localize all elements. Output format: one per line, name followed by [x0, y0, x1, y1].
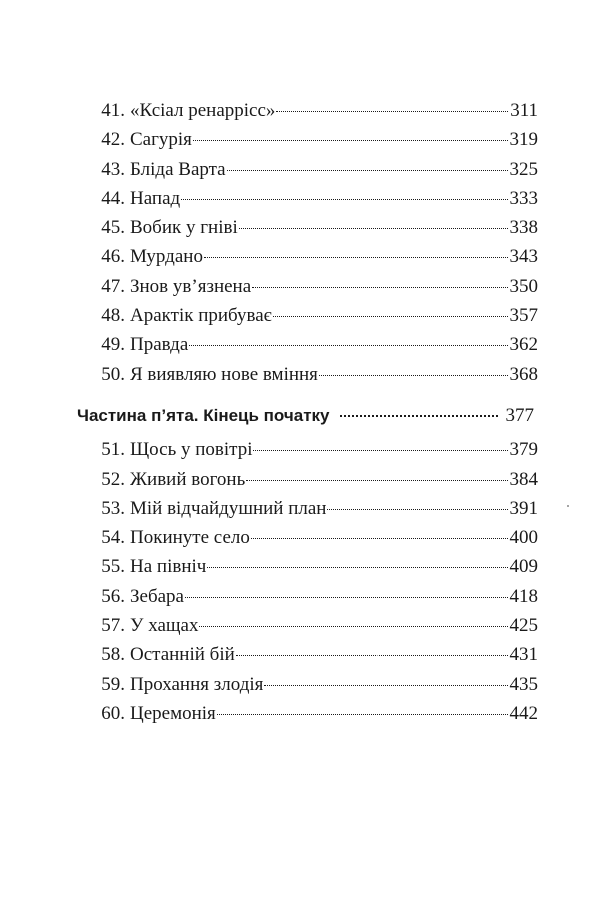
- chapter-number: 52.: [101, 468, 125, 490]
- chapter-title: Покинуте село: [130, 527, 250, 549]
- chapter-number: 58.: [101, 644, 125, 666]
- chapter-number: 54.: [101, 527, 125, 549]
- page-number: 368: [509, 363, 538, 385]
- chapter-title: Вобик у гніві: [130, 217, 238, 239]
- chapter-list-b: [80, 435, 538, 728]
- chapter-title: «Ксіал ренаррісс»: [130, 100, 276, 121]
- chapter-title: Церемонія: [130, 702, 216, 724]
- chapter-number: 49.: [101, 334, 125, 356]
- dot-leader: [276, 111, 508, 112]
- toc-entry: [80, 670, 538, 699]
- chapter-title: Бліда Варта: [130, 158, 226, 180]
- chapter-title: Щось у повітрі: [130, 439, 253, 461]
- toc-entry: [80, 640, 538, 669]
- dot-leader: [252, 287, 507, 288]
- part-heading: [77, 401, 538, 430]
- chapter-title: Сагурія: [130, 129, 192, 151]
- dot-leader: [204, 257, 508, 258]
- toc-entry: [80, 184, 538, 213]
- chapter-title: Арактік прибуває: [130, 305, 272, 327]
- chapter-number: 41.: [101, 100, 125, 121]
- scan-speck: [377, 655, 378, 656]
- chapter-title: У хащах: [130, 615, 199, 637]
- page-number: 362: [509, 334, 538, 356]
- toc-entry: [80, 582, 538, 611]
- dot-leader: [193, 140, 508, 141]
- page-number: 391: [509, 497, 538, 519]
- chapter-number: 56.: [101, 585, 125, 607]
- chapter-title: Живий вогонь: [130, 468, 246, 490]
- dot-leader: [264, 685, 507, 686]
- toc-entry: [80, 611, 538, 640]
- toc-entry: [80, 96, 538, 125]
- toc-entry: [80, 213, 538, 242]
- page-number: 357: [509, 305, 538, 327]
- page-number: 333: [509, 187, 538, 209]
- page-number: 418: [509, 585, 538, 607]
- toc-entry: [80, 125, 538, 154]
- chapter-number: 51.: [101, 439, 125, 461]
- chapter-title: Правда: [130, 334, 189, 356]
- dot-leader: [207, 567, 507, 568]
- dot-leader: [251, 538, 508, 539]
- toc-entry: [80, 272, 538, 301]
- toc-entry: [80, 330, 538, 359]
- chapter-number: 53.: [101, 497, 125, 519]
- chapter-number: 46.: [101, 246, 125, 268]
- chapter-title: Напад: [130, 187, 181, 209]
- dot-leader: [227, 170, 508, 171]
- dot-leader: [181, 199, 507, 200]
- chapter-title: На північ: [130, 556, 207, 578]
- page-number: 350: [509, 275, 538, 297]
- page-number: 431: [509, 644, 538, 666]
- page-number: 442: [509, 702, 538, 724]
- toc-entry: [80, 465, 538, 494]
- toc-entry: [80, 155, 538, 184]
- chapter-title: Зебара: [130, 585, 184, 607]
- chapter-number: 47.: [101, 275, 125, 297]
- toc-entry: [80, 494, 538, 523]
- page-number: 425: [509, 615, 538, 637]
- chapter-number: 50.: [101, 363, 125, 385]
- chapter-number: 57.: [101, 615, 125, 637]
- page-number: 338: [509, 217, 538, 239]
- part-page-number: 377: [505, 404, 534, 426]
- chapter-title: Останній бій: [130, 644, 235, 666]
- page-number: 384: [509, 468, 538, 490]
- chapter-number: 42.: [101, 129, 125, 151]
- dot-leader: [239, 228, 508, 229]
- dot-leader: [327, 509, 507, 510]
- chapter-title: Мій відчайдушний план: [130, 497, 327, 519]
- toc-entry: [80, 435, 538, 464]
- chapter-number: 45.: [101, 217, 125, 239]
- toc-entry: [80, 360, 538, 389]
- dot-leader: [246, 480, 507, 481]
- toc-entry: [80, 301, 538, 330]
- chapter-number: 43.: [101, 158, 125, 180]
- chapter-list-a: [80, 96, 538, 389]
- dot-leader: [199, 626, 507, 627]
- chapter-number: 60.: [101, 702, 125, 724]
- chapter-title: Я виявляю нове вміння: [130, 363, 318, 385]
- toc-entry: [80, 552, 538, 581]
- dot-leader: [319, 375, 508, 376]
- table-of-contents: [77, 96, 538, 728]
- toc-entry: [80, 699, 538, 728]
- page-number: 435: [509, 673, 538, 695]
- chapter-title: Прохання злодія: [130, 673, 264, 695]
- toc-entry: [80, 523, 538, 552]
- page-number: 311: [510, 100, 538, 121]
- dot-leader: [185, 597, 508, 598]
- page-number: 409: [509, 556, 538, 578]
- page-number: 325: [509, 158, 538, 180]
- chapter-title: Знов ув’язнена: [130, 275, 252, 297]
- page-number: 379: [509, 439, 538, 461]
- page-number: 343: [509, 246, 538, 268]
- dot-leader: [189, 345, 507, 346]
- chapter-number: 44.: [101, 187, 125, 209]
- chapter-number: 55.: [101, 556, 125, 578]
- chapter-number: 48.: [101, 305, 125, 327]
- scan-speck: [567, 505, 569, 507]
- dot-leader: [217, 714, 508, 715]
- toc-entry: [80, 242, 538, 271]
- dot-leader: [253, 450, 507, 451]
- page-number: 400: [509, 527, 538, 549]
- part-title: Частина п’ята. Кінець початку: [77, 405, 330, 425]
- chapter-title: Мурдано: [130, 246, 203, 268]
- dot-leader: [340, 415, 498, 417]
- page-number: 319: [509, 129, 538, 151]
- chapter-number: 59.: [101, 673, 125, 695]
- dot-leader: [236, 655, 508, 656]
- dot-leader: [273, 316, 508, 317]
